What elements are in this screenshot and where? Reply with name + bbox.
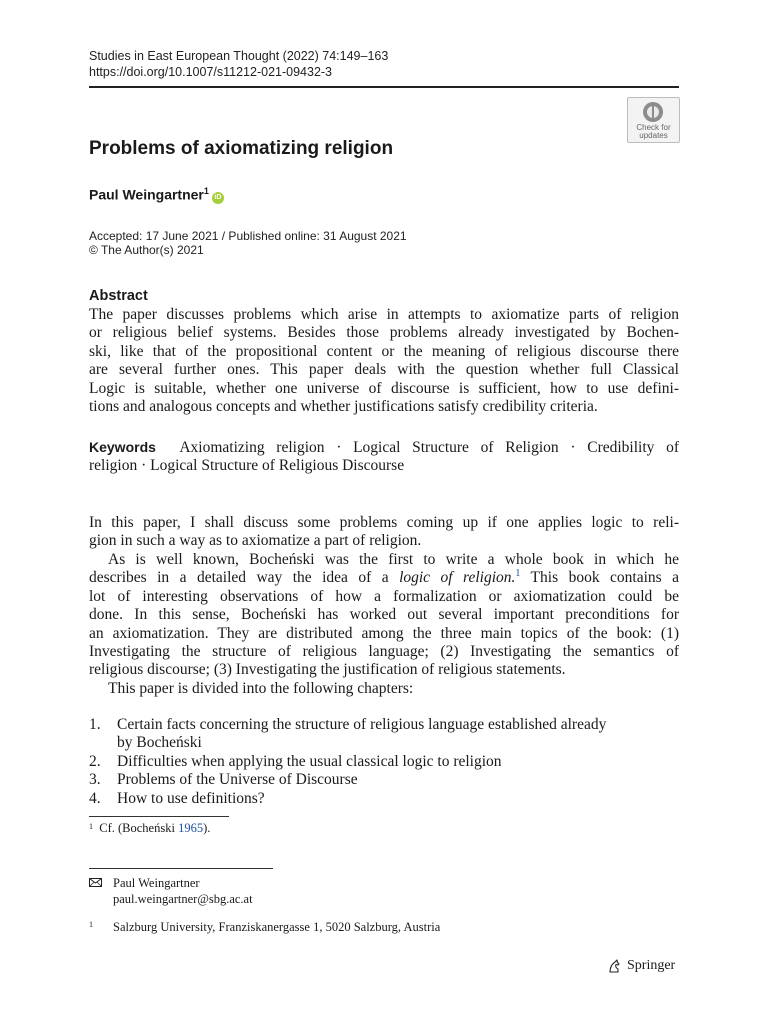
body-line-with-ref: describes in a detailed way the idea of a logic of religion.$^1$ This book contains a <box>89 569 679 587</box>
list-text: Problems of the Universe of Discourse <box>117 771 358 789</box>
header-rule <box>89 86 679 88</box>
list-number: 1. <box>89 716 101 733</box>
publisher-name: Springer <box>627 958 676 973</box>
abstract-text <box>89 306 679 416</box>
list-item <box>89 753 679 771</box>
body-line: religious discourse; (3) Investigating the justification of religious statements. <box>89 661 566 679</box>
body-paragraph-3 <box>89 680 679 698</box>
affiliation-text: Salzburg University, Franziskanergasse 1, 5020 Salzburg, Austria <box>113 920 441 934</box>
body-line: In this paper, I shall discuss some problems coming up if one applies logic to reli- <box>89 514 679 531</box>
footnote-text: Cf. (Bocheński <box>99 821 179 835</box>
footnote-mark: 1 <box>89 822 93 831</box>
publication-dates: Accepted: 17 June 2021 / Published online: 31 August 2021 <box>89 229 407 243</box>
body-line: This paper is divided into the following chapters: <box>108 680 414 697</box>
list-text: How to use definitions? <box>117 789 265 807</box>
abstract-line: tions and analogous concepts and whether justifications satisfy credibility criteria. <box>89 398 598 416</box>
springer-logo <box>606 958 675 974</box>
keywords-line-2: religion · Logical Structure of Religious Discourse <box>89 457 405 475</box>
list-number: 2. <box>89 752 101 770</box>
abstract-line: Logic is suitable, whether one universe of discourse is sufficient, how to use defini- <box>89 379 679 397</box>
citation-link[interactable]: 1965 <box>178 821 204 835</box>
body-paragraph-1 <box>89 514 679 551</box>
article-title: Problems of axiomatizing religion <box>89 138 394 159</box>
list-text: Difficulties when applying the usual classical logic to religion <box>117 752 502 770</box>
body-paragraph-2 <box>89 551 679 680</box>
list-item <box>89 716 679 753</box>
contact-rule <box>89 868 273 869</box>
check-for-updates-badge[interactable] <box>627 97 680 143</box>
footnote-rule <box>89 816 229 817</box>
author-line <box>89 186 224 204</box>
body-line: an axiomatization. They are distributed among the three main topics of the book: (1) <box>89 624 679 642</box>
envelope-icon <box>89 878 102 887</box>
contact-block <box>113 875 253 907</box>
footnote-ref-1[interactable]: 1 <box>515 569 521 580</box>
list-item <box>89 771 679 789</box>
abstract-line: are several further ones. This paper deals with the question whether full Classical <box>89 361 679 379</box>
chapter-list <box>89 716 679 808</box>
abstract-line: or religious belief systems. Besides those problems already investigated by Bochen- <box>89 324 679 342</box>
doi-link[interactable]: https://doi.org/10.1007/s11212-021-09432-3 <box>89 65 333 79</box>
keywords-text-1: Axiomatizing religion · Logical Structure of Religion · Credibility of <box>179 439 679 456</box>
footnote-1 <box>89 821 210 836</box>
author-affil-mark[interactable]: 1 <box>203 186 209 196</box>
body-line: As is well known, Bocheński was the first to write a whole book in which he <box>108 551 679 568</box>
update-icon <box>643 102 663 122</box>
author-name[interactable]: Paul Weingartner <box>89 186 204 203</box>
springer-horse-icon <box>606 958 622 974</box>
body-line: lot of interesting observations of how a formalization or axiomatization could be <box>89 587 679 605</box>
abstract-line: The paper discusses problems which arise in attempts to axiomatize parts of religion <box>89 306 679 323</box>
abstract-heading: Abstract <box>89 288 148 304</box>
footnote-tail: ). <box>203 821 211 835</box>
badge-line-2: updates <box>639 131 668 140</box>
affiliation-mark: 1 <box>89 920 93 929</box>
copyright-line: © The Author(s) 2021 <box>89 243 204 257</box>
list-item <box>89 790 679 808</box>
contact-email[interactable]: paul.weingartner@sbg.ac.at <box>113 892 253 906</box>
badge-line-1: Check for <box>636 123 671 132</box>
list-text: Certain facts concerning the structure of religious language established already <box>117 716 607 733</box>
orcid-icon[interactable]: iD <box>212 192 224 204</box>
keywords-heading: Keywords <box>89 439 156 455</box>
body-line: gion in such a way as to axiomatize a part of religion. <box>89 532 422 550</box>
body-line: Investigating the structure of religious language; (2) Investigating the semantics of <box>89 643 679 661</box>
keywords-block <box>89 438 679 476</box>
list-number: 3. <box>89 771 101 789</box>
emphasis-logic-of-religion: logic of religion. <box>399 569 516 587</box>
keywords-line-1 <box>89 438 679 457</box>
list-number: 4. <box>89 789 101 807</box>
abstract-line: ski, like that of the propositional content or the meaning of religious discourse there <box>89 342 679 360</box>
list-text-cont: by Bocheński <box>117 734 202 752</box>
body-line: done. In this sense, Bocheński has worked out several important preconditions for <box>89 606 679 624</box>
contact-name: Paul Weingartner <box>113 876 200 890</box>
journal-citation: Studies in East European Thought (2022) 74:149–163 <box>89 49 389 63</box>
